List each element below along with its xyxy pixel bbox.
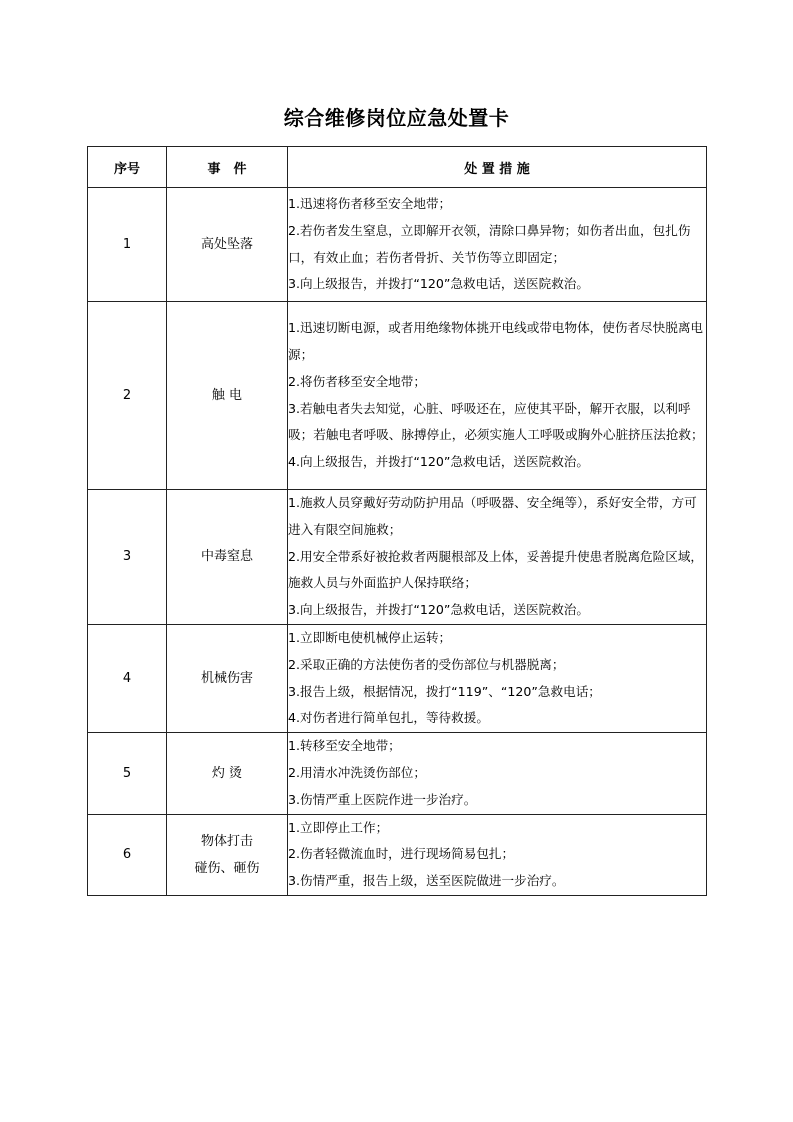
- table-body: [88, 188, 707, 896]
- table-row: [88, 188, 707, 302]
- row-measures: [288, 490, 707, 625]
- measure-step: 3.报告上级，根据情况，拨打“119”、“120”急救电话；: [288, 683, 601, 699]
- measure-step: 1.迅速切断电源，或者用绝缘物体挑开电线或带电物体，使伤者尽快脱离电源；: [288, 320, 704, 362]
- measure-step: 1.迅速将伤者移至安全地带；: [288, 195, 452, 211]
- event-label: 高处坠落: [200, 237, 253, 252]
- emergency-card-table: [87, 146, 707, 896]
- row-event: [167, 188, 288, 302]
- row-number: 1: [88, 188, 167, 302]
- measure-step: 1.立即断电使机械停止运转；: [288, 629, 452, 645]
- measure-step: 3.若触电者失去知觉，心脏、呼吸还在，应使其平卧，解开衣服，以利呼吸；若触电者呼吸、脉搏停止，必须实施人工呼吸或胸外心脏挤压法抢救；: [288, 400, 704, 443]
- measure-step: 2.若伤者发生窒息，立即解开衣领，清除口鼻异物；如伤者出血，包扎伤口，有效止血；若伤者骨折、关节伤等立即固定；: [288, 222, 691, 265]
- row-number: 3: [88, 490, 167, 625]
- page-title: 综合维修岗位应急处置卡: [283, 106, 510, 130]
- measure-step: 3.向上级报告，并拨打“120”急救电话，送医院救治。: [288, 276, 589, 292]
- measure-step: 4.向上级报告，并拨打“120”急救电话，送医院救治。: [288, 454, 589, 470]
- table-row: [88, 490, 707, 625]
- row-event: [167, 733, 288, 814]
- measure-step: 4.对伤者进行简单包扎，等待救援。: [288, 710, 489, 726]
- row-event: [167, 814, 288, 895]
- event-label: 中毒窒息: [200, 549, 253, 565]
- row-measures: [288, 733, 707, 814]
- measure-step: 3.向上级报告，并拨打“120”急救电话，送医院救治。: [288, 602, 589, 618]
- table-row: [88, 733, 707, 814]
- event-label: 机械伤害: [200, 671, 253, 687]
- measure-step: 2.采取正确的方法使伤者的受伤部位与机器脱离；: [288, 656, 565, 672]
- measure-step: 2.用安全带系好被抢救者两腿根部及上体，妥善提升使患者脱离危险区域，施救人员与外面监护人保持联络；: [288, 548, 704, 591]
- row-number: 4: [88, 624, 167, 732]
- event-label: 灼 烫: [211, 765, 243, 781]
- row-event: [167, 624, 288, 732]
- measure-step: 1.施救人员穿戴好劳动防护用品（呼吸器、安全绳等），系好安全带，方可进入有限空间施救；: [288, 495, 697, 537]
- header-measures: 处 置 措 施: [288, 147, 707, 188]
- header-number: 序号: [88, 147, 167, 188]
- table-row: [88, 814, 707, 895]
- header-event: 事 件: [167, 147, 288, 188]
- row-measures: [288, 302, 707, 490]
- measure-step: 2.用清水冲洗烫伤部位；: [288, 764, 426, 780]
- measure-step: 3.伤情严重上医院作进一步治疗。: [288, 791, 477, 807]
- measure-step: 1.转移至安全地带；: [288, 738, 401, 754]
- row-measures: [288, 188, 707, 302]
- row-event: [167, 490, 288, 625]
- row-measures: [288, 624, 707, 732]
- event-label: 碰伤、砸伤: [194, 860, 260, 876]
- measure-step: 2.伤者轻微流血时，进行现场简易包扎；: [288, 846, 515, 862]
- measure-step: 3.伤情严重，报告上级，送至医院做进一步治疗。: [288, 873, 565, 889]
- event-label: 触 电: [211, 388, 243, 403]
- event-label: 物体打击: [200, 833, 253, 849]
- row-event: [167, 302, 288, 490]
- measure-step: 2.将伤者移至安全地带；: [288, 373, 426, 389]
- row-measures: [288, 814, 707, 895]
- table-row: [88, 302, 707, 490]
- table-row: [88, 624, 707, 732]
- row-number: 5: [88, 733, 167, 814]
- table-header-row: [88, 147, 707, 188]
- row-number: 2: [88, 302, 167, 490]
- row-number: 6: [88, 814, 167, 895]
- measure-step: 1.立即停止工作；: [288, 819, 389, 835]
